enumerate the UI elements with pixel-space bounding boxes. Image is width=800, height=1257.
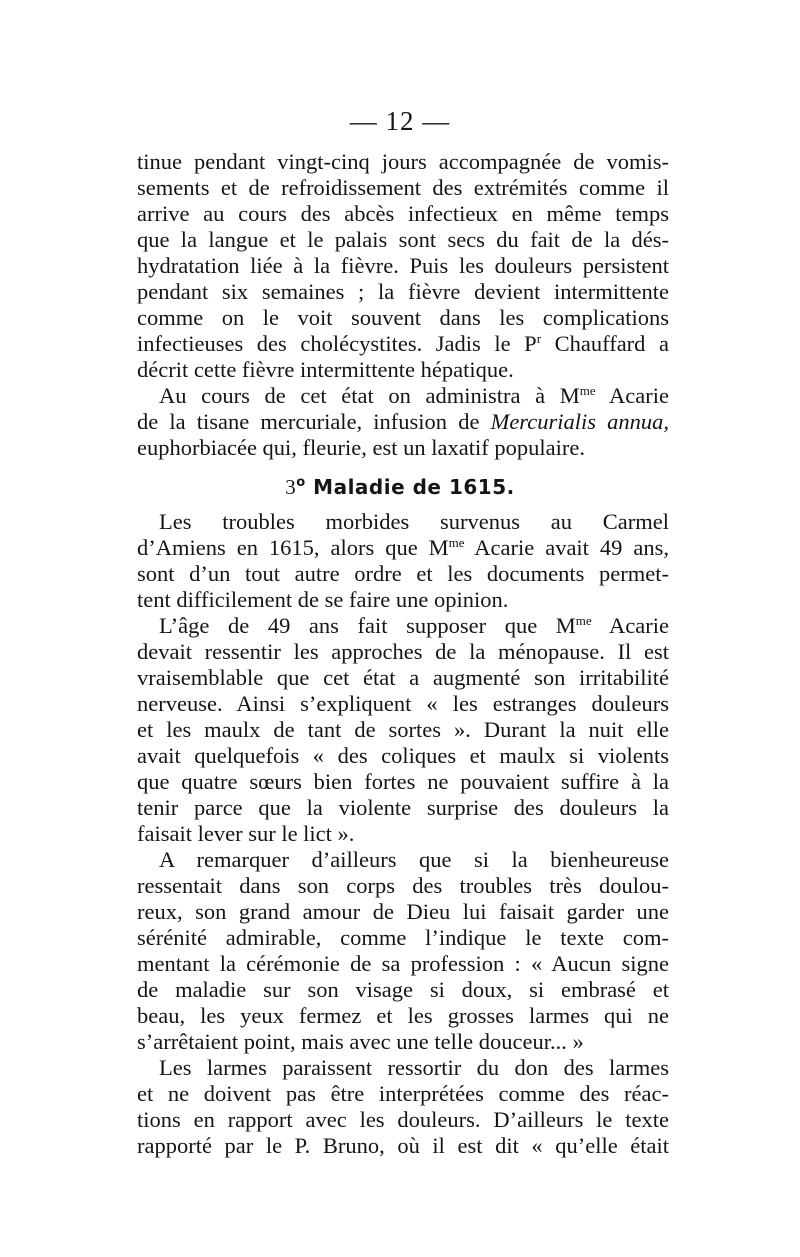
text-line: rapporté par le P. Bruno, où il est dit « qu’elle était xyxy=(137,1133,669,1158)
heading-text: Maladie de 1615. xyxy=(305,475,515,499)
text-fragment: Acarie avait 49 ans, xyxy=(464,535,669,560)
text-line: tions en rapport avec les douleurs. D’ailleurs le texte xyxy=(137,1107,669,1132)
text-line: devait ressentir les approches de la ménopause. Il est xyxy=(137,639,669,664)
text-fragment: d’Amiens en 1615, alors que M xyxy=(137,535,449,560)
superscript: me xyxy=(448,535,465,550)
heading-superscript: o xyxy=(296,475,306,490)
text-line: sérénité admirable, comme l’indique le texte com- xyxy=(137,925,669,950)
text-line: Les larmes paraissent ressortir du don des larmes xyxy=(159,1055,669,1080)
text-line: hydratation liée à la fièvre. Puis les douleurs persistent xyxy=(137,253,669,278)
text-fragment: Acarie xyxy=(591,613,669,638)
text-line: sements et de refroidissement des extrémités comme il xyxy=(137,175,669,200)
text-line: faisait lever sur le lict ». xyxy=(137,821,355,846)
text-line: et les maulx de tant de sortes ». Durant la nuit elle xyxy=(137,717,669,742)
superscript: r xyxy=(536,331,542,346)
page-number: — 12 — xyxy=(349,106,451,136)
text-line: et ne doivent pas être interprétées comme des réac- xyxy=(137,1081,669,1106)
text-line: avait quelquefois « des coliques et maulx si violents xyxy=(137,743,669,768)
text-line: reux, son grand amour de Dieu lui faisait garder une xyxy=(137,899,669,924)
text-line: tent difficilement de se faire une opinion. xyxy=(137,587,509,612)
text-fragment: de la tisane mercuriale, infusion de xyxy=(137,409,491,434)
text-line: décrit cette fièvre intermittente hépatique. xyxy=(137,357,514,382)
text-fragment: Au cours de cet état on administra à M xyxy=(159,383,580,408)
text-line: ressentait dans son corps des troubles très doulou- xyxy=(137,873,669,898)
text-fragment: Acarie xyxy=(595,383,670,408)
text-fragment: Chauffard a xyxy=(541,331,669,356)
text-line: arrive au cours des abcès infectieux en même temps xyxy=(137,201,669,226)
text-line: euphorbiacée qui, fleurie, est un laxatif populaire. xyxy=(137,435,585,460)
text-line: de maladie sur son visage si doux, si embrasé et xyxy=(137,977,669,1002)
text-fragment: infectieuses des cholécystites. Jadis le P xyxy=(137,331,537,356)
text-line: mentant la cérémonie de sa profession : « Aucun signe xyxy=(137,951,669,976)
text-line: vraisemblable que cet état a augmenté son irritabilité xyxy=(137,665,669,690)
italic-latin-name: Mercurialis annua, xyxy=(490,409,669,434)
heading-number: 3 xyxy=(285,475,297,499)
text-line: nerveuse. Ainsi s’expliquent « les estranges douleurs xyxy=(137,691,669,716)
text-line: tenir parce que la violente surprise des douleurs la xyxy=(137,795,669,820)
text-fragment: L’âge de 49 ans fait supposer que M xyxy=(159,613,576,638)
text-line: beau, les yeux fermez et les grosses larmes qui ne xyxy=(137,1003,669,1028)
superscript: me xyxy=(575,613,592,628)
text-line: A remarquer d’ailleurs que si la bienheureuse xyxy=(159,847,669,872)
text-line: que quatre sœurs bien fortes ne pouvaient suffire à la xyxy=(137,769,669,794)
text-line: sont d’un tout autre ordre et les documents permet- xyxy=(137,561,669,586)
section-heading xyxy=(0,475,800,500)
text-line: Les troubles morbides survenus au Carmel xyxy=(159,509,669,534)
text-line: pendant six semaines ; la fièvre devient intermittente xyxy=(137,279,669,304)
text-line: comme on le voit souvent dans les complications xyxy=(137,305,669,330)
superscript: me xyxy=(579,383,596,398)
text-line: tinue pendant vingt-cinq jours accompagnée de vomis- xyxy=(137,149,669,174)
text-line: que la langue et le palais sont secs du fait de la dés- xyxy=(137,227,669,252)
text-line: s’arrêtaient point, mais avec une telle douceur... » xyxy=(137,1029,584,1054)
